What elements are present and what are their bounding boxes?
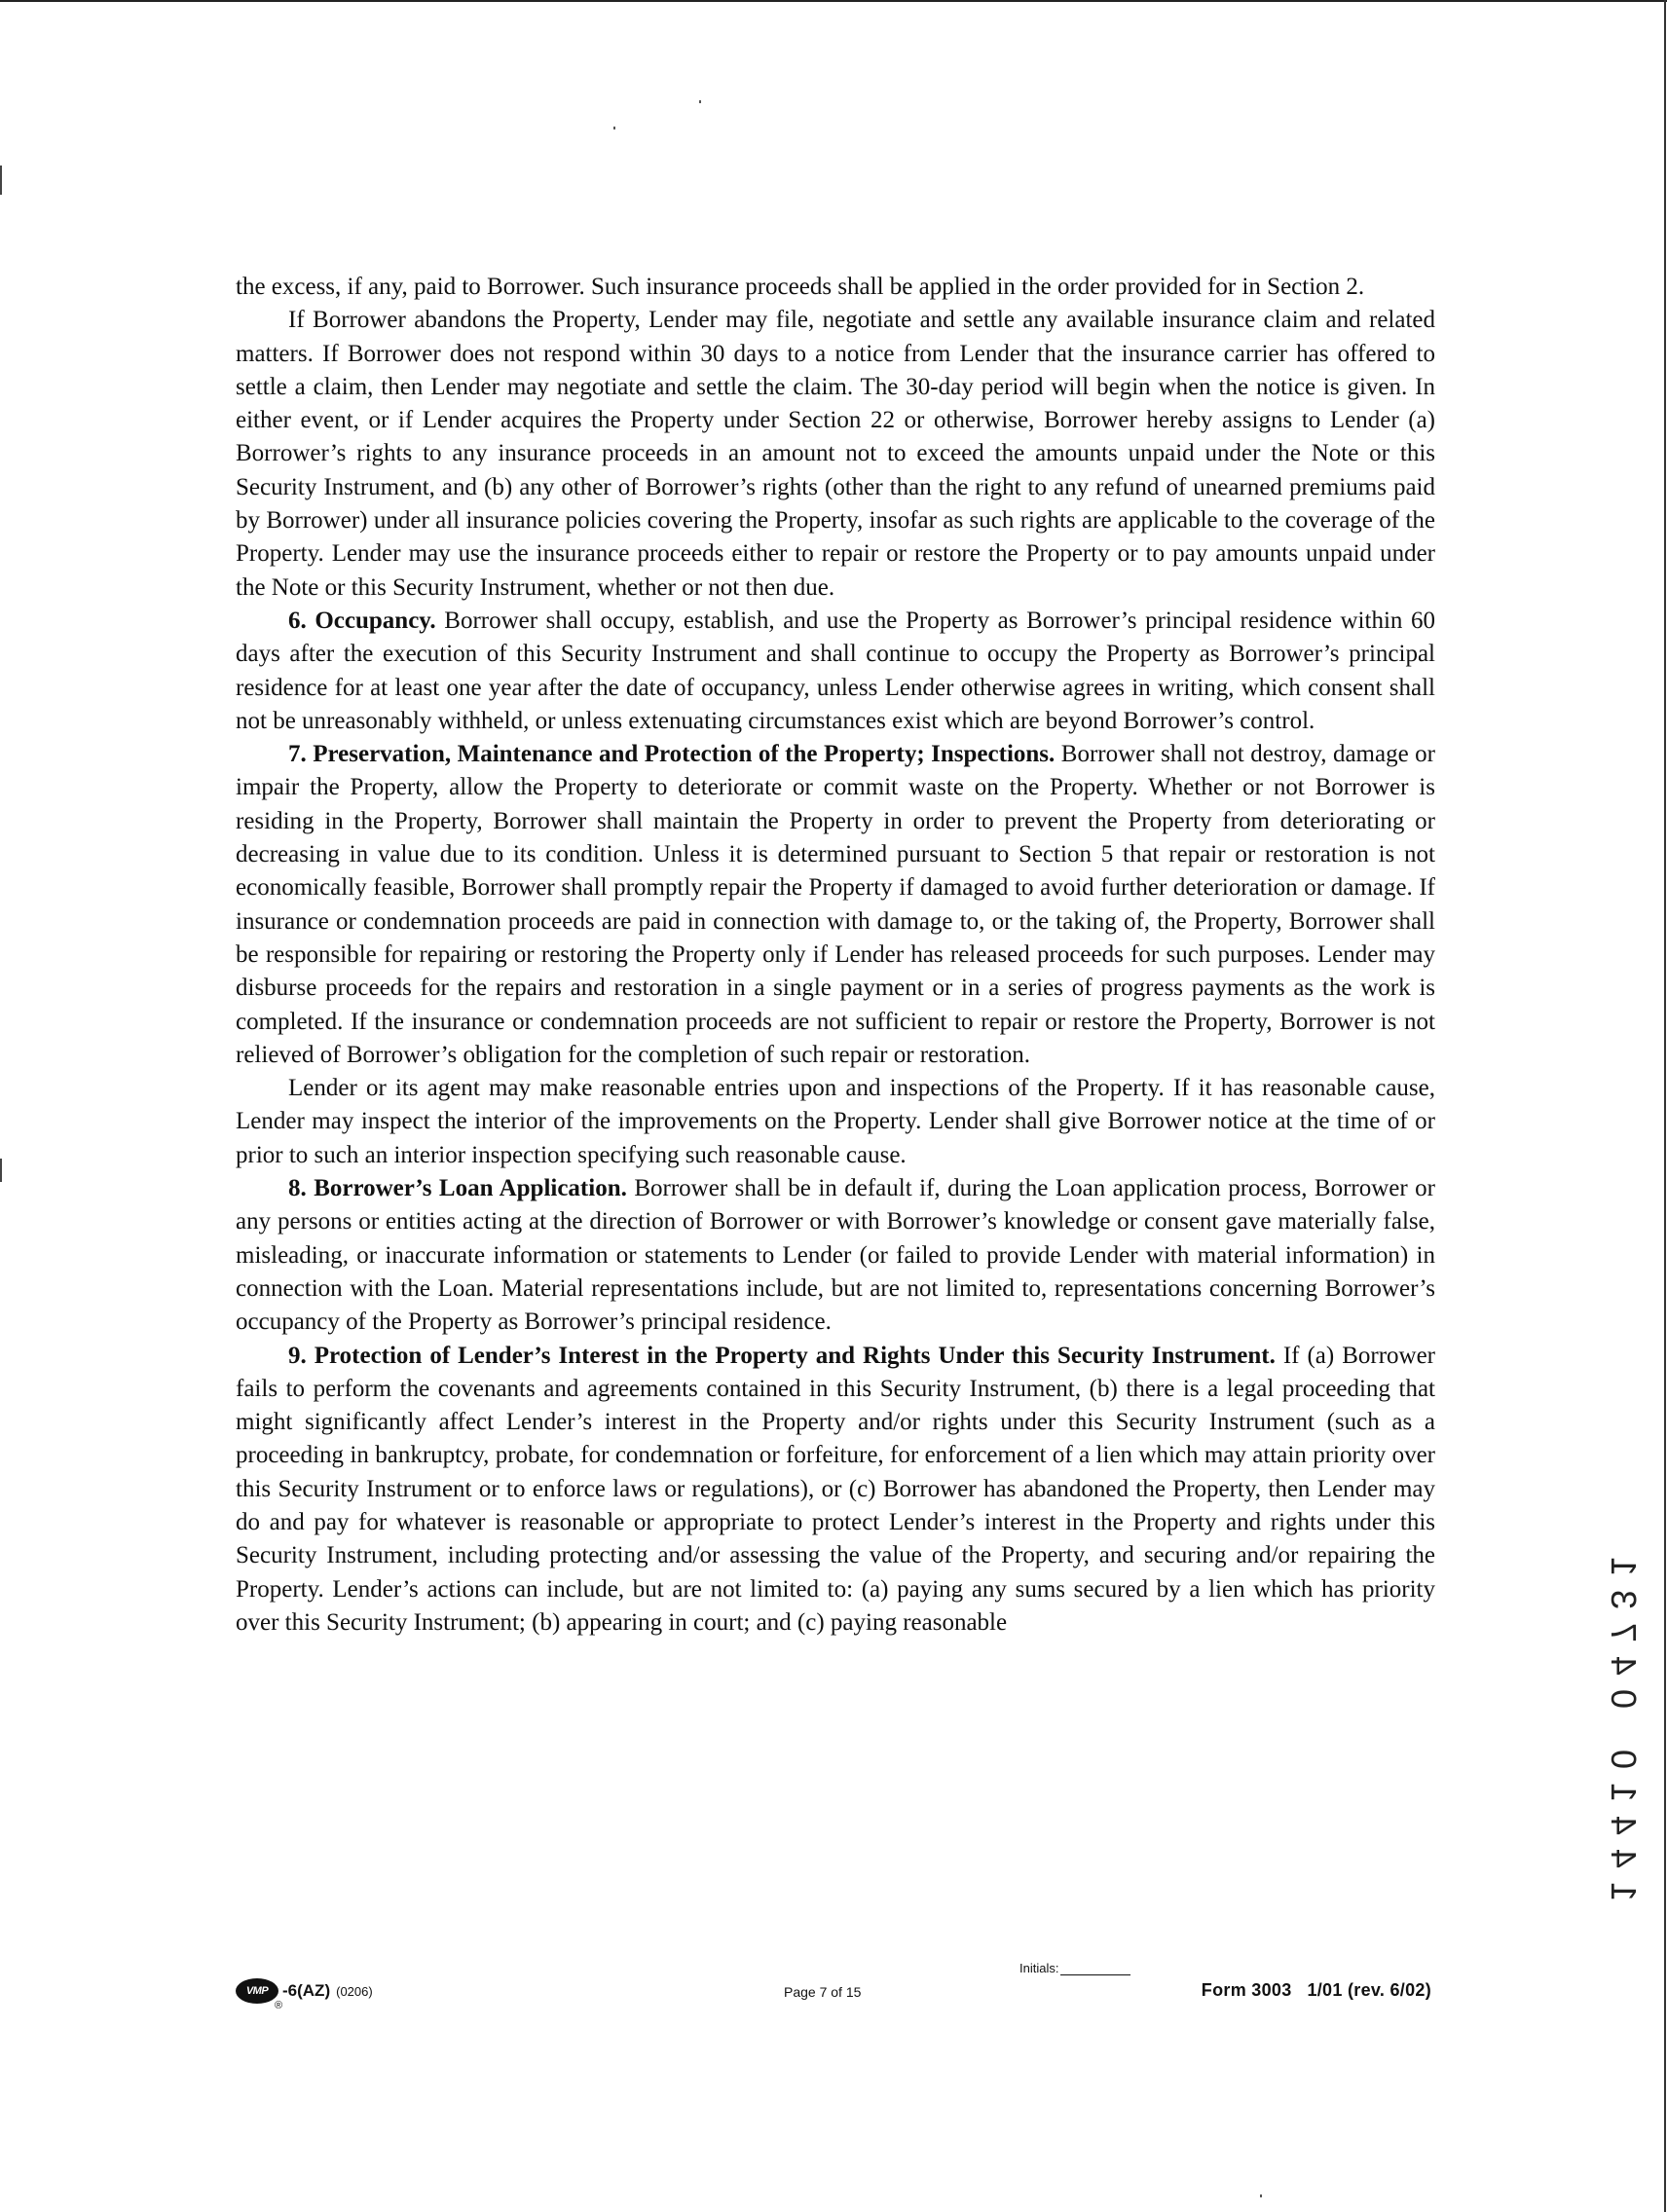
section-9-protection: 9. Protection of Lender’s Interest in the Property and Rights Under this Security Instrument. If (a) Borrower fails to perform the covenants and agreements contained in this Security Instrument, (b) there is a legal proceeding that might significantly affect Lender’s interest in the Property and/or rights under this Security Instrument (such as a proceeding in bankruptcy, probate, for condemnation or forfeiture, for enforcement of a lien which may attain priority over this Security Instrument or to enforce laws or regulations), or (c) Borrower has abandoned the Property, then Lender may do and pay for whatever is reasonable or appropriate to protect Lender’s interest in the Property and rights under this Security Instrument, including protecting and/or assessing the value of the Property, and securing and/or repairing the Property. Lender’s actions can include, but are not limited to: (a) paying any sums secured by a lien which has priority over this Security Instrument; (b) appearing in court; and (c) paying reasonable <box>236 1342 1435 1636</box>
section-7-preservation: 7. Preservation, Maintenance and Protection of the Property; Inspections. Borrower shall not destroy, damage or impair the Property, allow the Property to deteriorate or commit waste on the Property. Whether or not Borrower is residing in the Property, Borrower shall maintain the Property in order to prevent the Property from deteriorating or decreasing in value due to its condition. Unless it is determined pursuant to Section 5 that repair or restoration is not economically feasible, Borrower shall promptly repair the Property if damaged to avoid further deterioration or damage. If insurance or condemnation proceeds are paid in connection with damage to, or the taking of, the Property, Borrower shall be responsible for repairing or restoring the Property only if Lender has released proceeds for such purposes. Lender may disburse proceeds for the repairs and restoration in a single payment or in a series of progress payments as the work is completed. If the insurance or condemnation proceeds are not sufficient to repair or restore the Property, Borrower is not relieved of Borrower’s obligation for the completion of such repair or restoration. <box>236 741 1435 1068</box>
scan-edge-left-mark <box>0 166 2 195</box>
margin-digit: 1 <box>1604 1556 1644 1577</box>
margin-digit: 7 <box>1604 1622 1644 1643</box>
scan-edge-left-mark <box>0 1159 2 1182</box>
scan-speck <box>1260 2194 1262 2197</box>
paragraph-inspections: Lender or its agent may make reasonable entries upon and inspections of the Property. If it has reasonable cause, Lender may inspect the interior of the improvements on the Property. Lender shall give Borrower notice at the time of or prior to such an interior inspection specifying such reasonable cause. <box>236 1075 1435 1168</box>
document-body <box>236 271 1435 1640</box>
scan-edge-top <box>0 0 1667 2</box>
section-heading: 6. Occupancy. <box>288 607 436 634</box>
scan-edge-right <box>1664 0 1666 2212</box>
margin-digit: 1 <box>1604 1782 1644 1803</box>
section-6-occupancy: 6. Occupancy. Borrower shall occupy, establish, and use the Property as Borrower’s principal residence within 60 days after the execution of this Security Instrument and shall continue to occupy the Property as Borrower’s principal residence for at least one year after the date of occupancy, unless Lender otherwise agrees in writing, which consent shall not be unreasonably withheld, or unless extenuating circumstances exist which are beyond Borrower’s control. <box>236 607 1435 734</box>
margin-digit: 0 <box>1604 1749 1644 1770</box>
scan-speck <box>613 127 615 129</box>
margin-document-number <box>1604 1550 1644 1908</box>
initials-field[interactable] <box>1019 1961 1130 1975</box>
form-number: Form 3003 1/01 (rev. 6/02) <box>1201 1980 1431 2000</box>
page-number: Page 7 of 15 <box>784 1984 862 2000</box>
section-8-loan-application: 8. Borrower’s Loan Application. Borrower shall be in default if, during the Loan application process, Borrower or any persons or entities acting at the direction of Borrower or with Borrower’s knowledge or consent gave materially false, misleading, or inaccurate information or statements to Lender (or failed to provide Lender with material information) in connection with the Loan. Material representations include, but are not limited to, representations concerning Borrower’s occupancy of the Property as Borrower’s principal residence. <box>236 1175 1435 1336</box>
vmp-logo <box>236 1978 373 2011</box>
margin-digit: 1 <box>1604 1881 1644 1902</box>
margin-digit: 3 <box>1604 1589 1644 1610</box>
section-heading: 9. Protection of Lender’s Interest in the Property and Rights Under this Security Instrument. <box>288 1342 1276 1369</box>
margin-digit: 0 <box>1604 1688 1644 1710</box>
registered-mark: ® <box>275 2000 283 2011</box>
scan-speck <box>699 100 701 103</box>
margin-digit: 4 <box>1604 1848 1644 1869</box>
section-heading: 7. Preservation, Maintenance and Protection of the Property; Inspections. <box>288 741 1056 768</box>
vmp-logo-badge: VMP <box>236 1978 278 2004</box>
form-code: -6(AZ) <box>282 1981 331 2000</box>
section-heading: 8. Borrower’s Loan Application. <box>288 1175 627 1202</box>
page-footer <box>236 1961 1435 2027</box>
paragraph-abandonment: If Borrower abandons the Property, Lender may file, negotiate and settle any available insurance claim and related matters. If Borrower does not respond within 30 days to a notice from Lender that the insurance carrier has offered to settle a claim, then Lender may negotiate and settle the claim. The 30-day period will begin when the notice is given. In either event, or if Lender acquires the Property under Section 22 or otherwise, Borrower hereby assigns to Lender (a) Borrower’s rights to any insurance proceeds in an amount not to exceed the amounts unpaid under the Note or this Security Instrument, and (b) any other of Borrower’s rights (other than the right to any refund of unearned premiums paid by Borrower) under all insurance policies covering the Property, insofar as such rights are applicable to the coverage of the Property. Lender may use the insurance proceeds either to repair or restore the Property or to pay amounts unpaid under the Note or this Security Instrument, whether or not then due. <box>236 307 1435 601</box>
margin-digit: 4 <box>1604 1655 1644 1677</box>
paragraph-insurance-excess: the excess, if any, paid to Borrower. Such insurance proceeds shall be applied in the order provided for in Section 2. <box>236 274 1365 300</box>
margin-digit: 4 <box>1604 1815 1644 1836</box>
initials-line[interactable] <box>1060 1963 1130 1975</box>
form-code-number: (0206) <box>336 1983 373 1999</box>
initials-label: Initials: <box>1019 1961 1059 1975</box>
